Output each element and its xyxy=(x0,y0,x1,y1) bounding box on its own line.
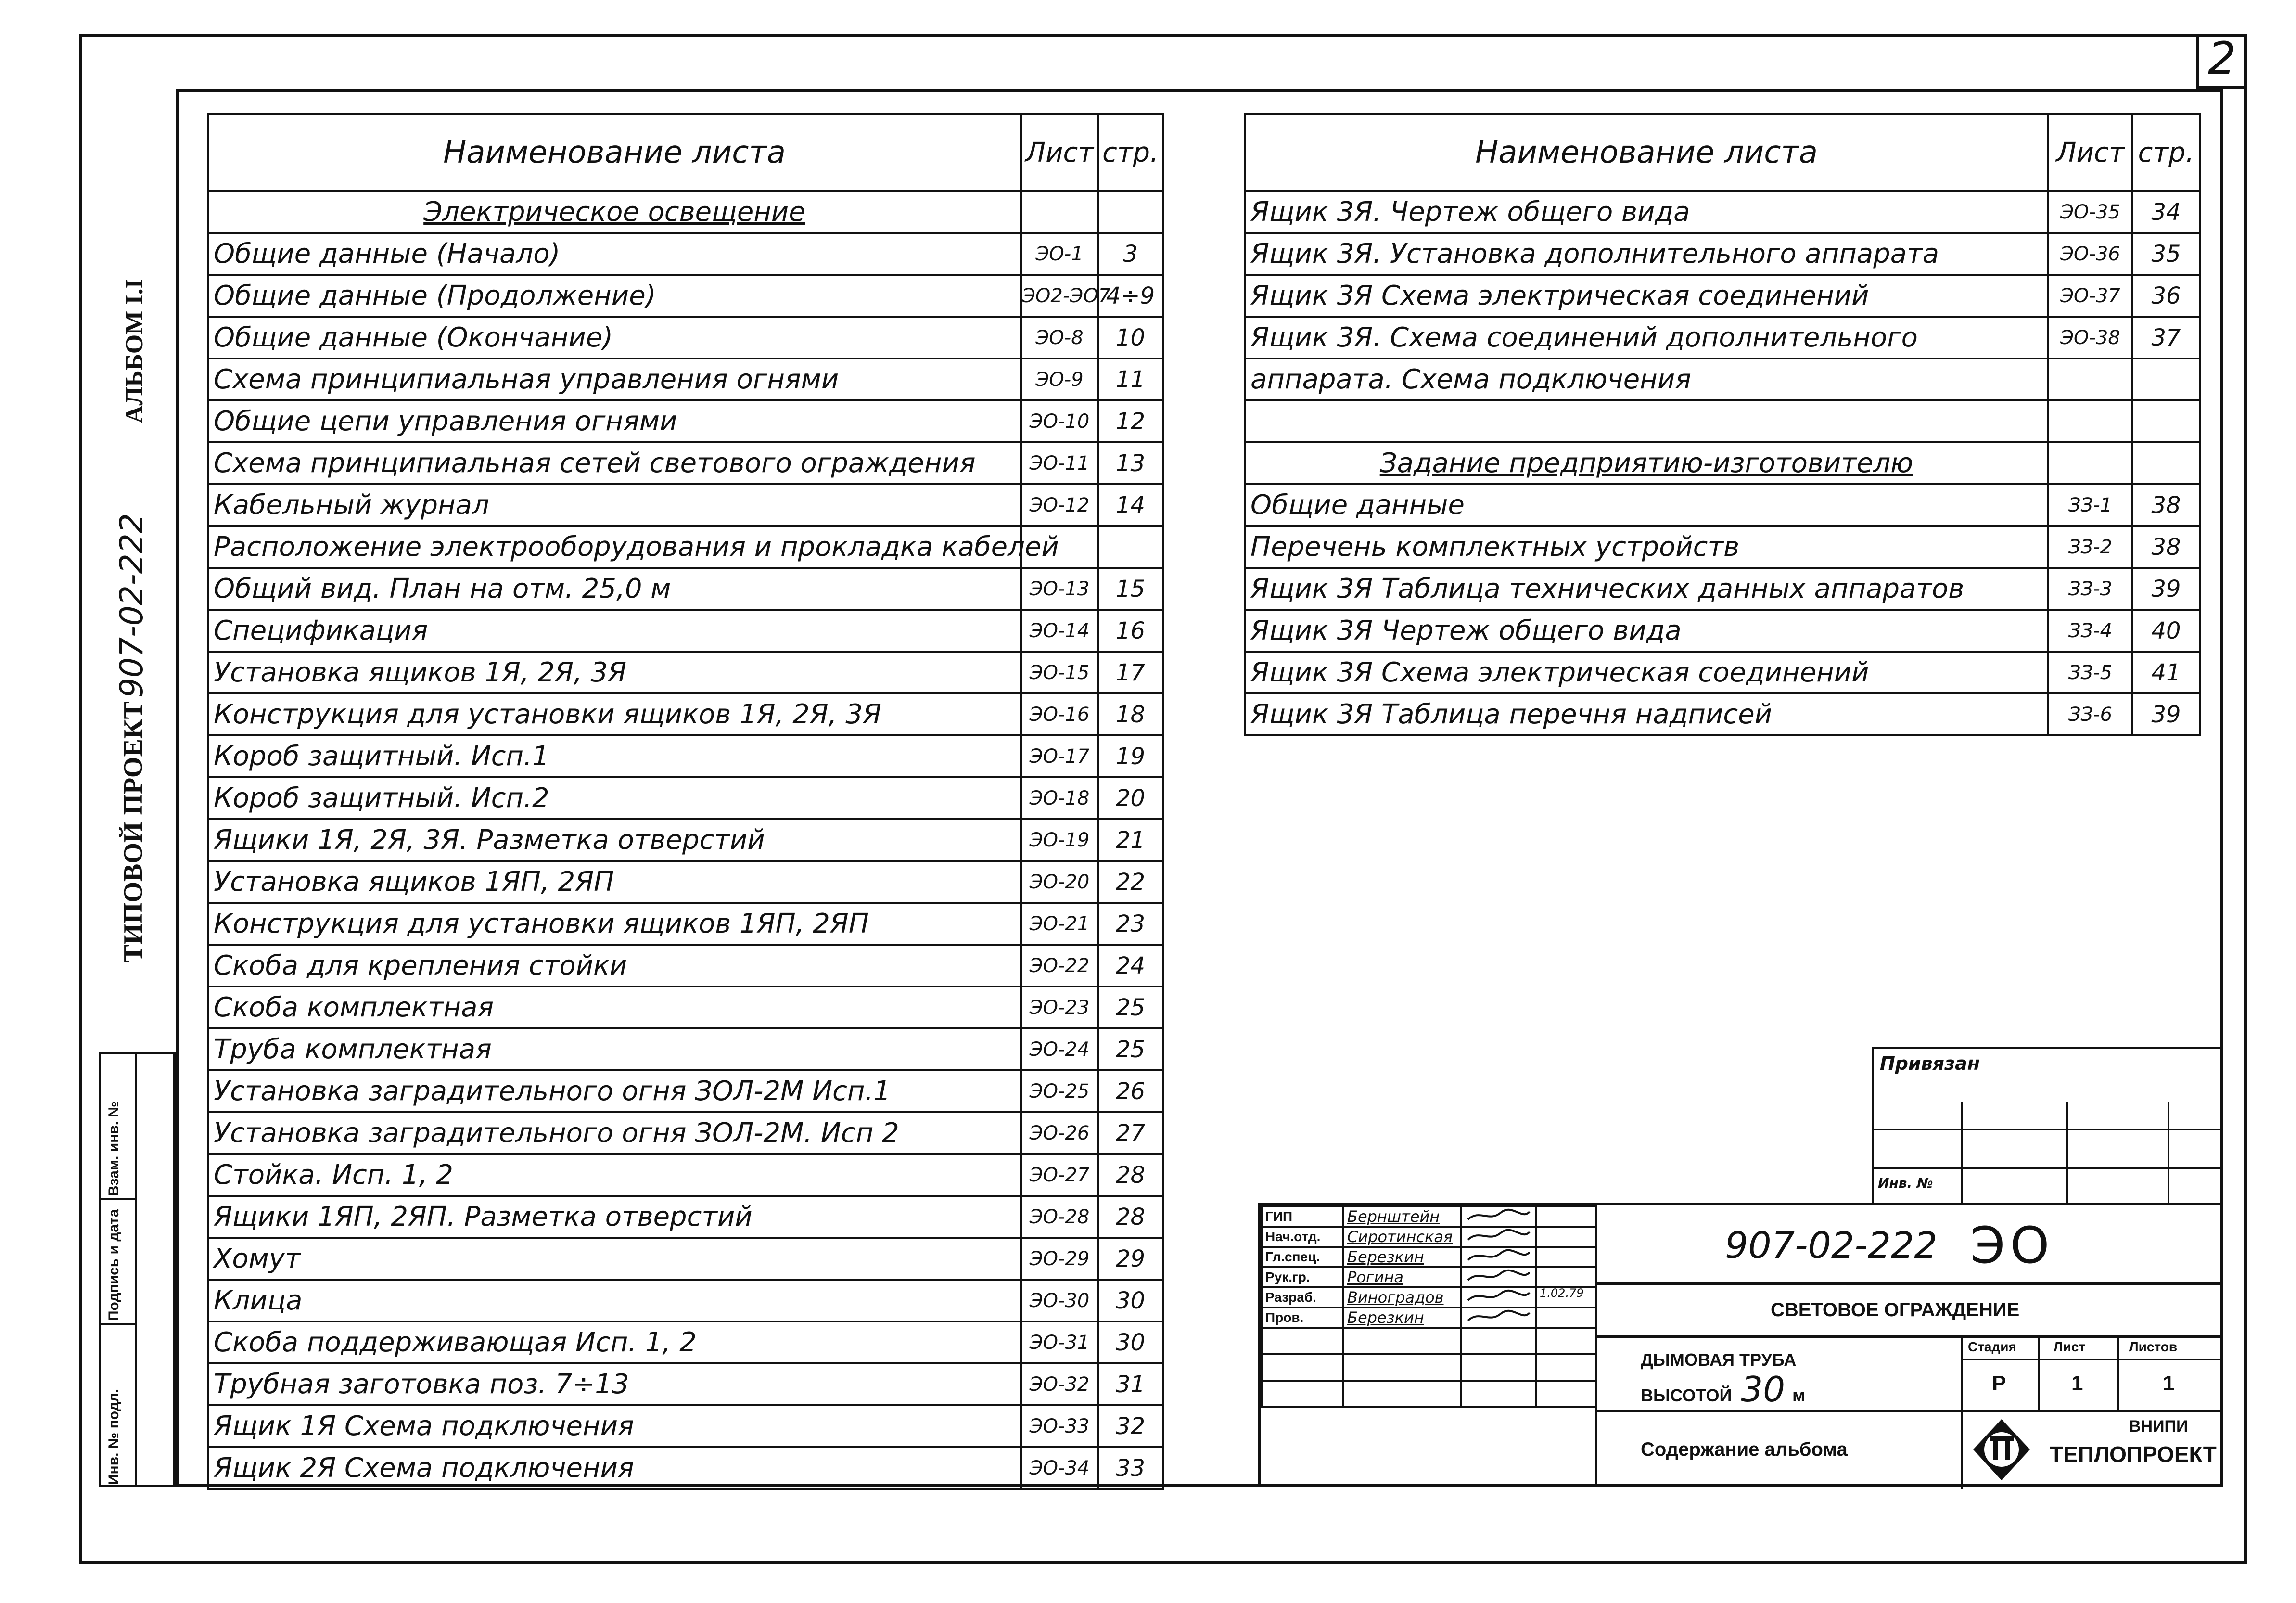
page-number: 28 xyxy=(1098,1196,1163,1238)
left-table-header xyxy=(208,114,1163,191)
sheet-code: ЭО-21 xyxy=(1021,903,1098,945)
table-row xyxy=(208,359,1163,400)
table-row xyxy=(1245,317,2200,359)
sheet-name: аппарата. Схема подключения xyxy=(1245,359,2048,400)
sheet-code: ЗЗ-3 xyxy=(2048,568,2132,610)
table-row xyxy=(208,317,1163,359)
object-height: 30 xyxy=(1741,1369,1786,1410)
page-number: 32 xyxy=(1098,1405,1163,1447)
signature-mark xyxy=(1461,1381,1536,1407)
page-number: 25 xyxy=(1098,1028,1163,1070)
signature-row-empty xyxy=(1262,1381,1596,1407)
sheet-code: ЭО-15 xyxy=(1021,652,1098,693)
signature-row xyxy=(1262,1308,1596,1328)
signature-mark xyxy=(1461,1247,1536,1267)
sheet-code: ЭО-35 xyxy=(2048,191,2132,233)
sheet-code: ЭО-32 xyxy=(1021,1363,1098,1405)
sheet-name: Спецификация xyxy=(208,610,1021,652)
header-page: стр. xyxy=(1098,114,1163,191)
signature-date xyxy=(1536,1267,1596,1287)
signature-table xyxy=(1261,1205,1597,1408)
page-number: 39 xyxy=(2132,693,2200,735)
project-prefix-label: ТИПОВОЙ ПРОЕКТ xyxy=(118,701,148,962)
sheet-name: Общие данные (Начало) xyxy=(208,233,1021,275)
sheet-name: Установка ящиков 1Я, 2Я, 3Я xyxy=(208,652,1021,693)
sheet-name: Задание предприятию-изготовителю xyxy=(1245,442,2048,484)
page-number xyxy=(2132,400,2200,442)
object-height-prefix: ВЫСОТОЙ xyxy=(1641,1385,1732,1405)
sheet-code: ЗЗ-6 xyxy=(2048,693,2132,735)
signature-row-empty xyxy=(1262,1354,1596,1381)
sheet-name: Стойка. Исп. 1, 2 xyxy=(208,1154,1021,1196)
signature-mark xyxy=(1461,1328,1536,1354)
table-row xyxy=(1245,400,2200,442)
table-row xyxy=(208,903,1163,945)
page-number: 33 xyxy=(1098,1447,1163,1489)
signature-row-empty xyxy=(1262,1328,1596,1354)
sheet-code xyxy=(2048,442,2132,484)
sheet-name: Ящики 1Я, 2Я, 3Я. Разметка отверстий xyxy=(208,819,1021,861)
sheet-code: ЭО-27 xyxy=(1021,1154,1098,1196)
page-number: 14 xyxy=(1098,484,1163,526)
table-row xyxy=(1245,652,2200,693)
right-table-header xyxy=(1245,114,2200,191)
sheet-name: Скоба для крепления стойки xyxy=(208,945,1021,987)
table-row xyxy=(208,1405,1163,1447)
sheet-code xyxy=(1021,191,1098,233)
page-number: 16 xyxy=(1098,610,1163,652)
signature-role xyxy=(1262,1354,1343,1381)
table-row xyxy=(1245,359,2200,400)
sheet-name: Общий вид. План на отм. 25,0 м xyxy=(208,568,1021,610)
header-name: Наименование листа xyxy=(208,114,1021,191)
table-row xyxy=(208,945,1163,987)
page-number: 25 xyxy=(1098,987,1163,1028)
table-row xyxy=(208,233,1163,275)
signature-name xyxy=(1343,1381,1461,1407)
sheet-code: ЭО-13 xyxy=(1021,568,1098,610)
header-sheet: Лист xyxy=(1021,114,1098,191)
table-row xyxy=(1245,693,2200,735)
sheet-name: Короб защитный. Исп.1 xyxy=(208,735,1021,777)
table-row xyxy=(208,1321,1163,1363)
signature-name: Сиротинская xyxy=(1343,1227,1461,1247)
signature-date xyxy=(1536,1381,1596,1407)
signature-name: Березкин xyxy=(1343,1247,1461,1267)
signature-name xyxy=(1343,1354,1461,1381)
page-number: 2 xyxy=(2208,33,2236,84)
signature-name: Виноградов xyxy=(1343,1287,1461,1308)
page-number: 10 xyxy=(1098,317,1163,359)
sheet-code: ЭО2-ЭО7 xyxy=(1021,275,1098,317)
page-number: 22 xyxy=(1098,861,1163,903)
header-page: стр. xyxy=(2132,114,2200,191)
header-name: Наименование листа xyxy=(1245,114,2048,191)
table-row xyxy=(208,861,1163,903)
signature-row xyxy=(1262,1227,1596,1247)
page-number: 35 xyxy=(2132,233,2200,275)
signature-role: ГИП xyxy=(1262,1206,1343,1227)
sheet-code: ЭО-28 xyxy=(1021,1196,1098,1238)
sheet-name: Общие цепи управления огнями xyxy=(208,400,1021,442)
signature-date xyxy=(1536,1354,1596,1381)
sheet-name: Схема принципиальная сетей светового ограждения xyxy=(208,442,1021,484)
table-row xyxy=(1245,526,2200,568)
table-row xyxy=(208,1070,1163,1112)
table-row xyxy=(208,1154,1163,1196)
signature-date xyxy=(1536,1247,1596,1267)
sheet-code: ЭО-18 xyxy=(1021,777,1098,819)
approval-replaced-inv: Взам. инв. № xyxy=(106,1101,122,1196)
sheet-code: ЭО-30 xyxy=(1021,1280,1098,1321)
sheet-value: 1 xyxy=(2071,1372,2083,1395)
sheet-code: ЗЗ-5 xyxy=(2048,652,2132,693)
page-number: 3 xyxy=(1098,233,1163,275)
org-name-top: ВНИПИ xyxy=(2129,1417,2188,1436)
sheet-name: Ящик 3Я Таблица технических данных аппаратов xyxy=(1245,568,2048,610)
sheet-name xyxy=(1245,400,2048,442)
page-number-box xyxy=(2196,34,2247,89)
signature-role xyxy=(1262,1328,1343,1354)
signature-name: Рогина xyxy=(1343,1267,1461,1287)
table-row xyxy=(208,568,1163,610)
signature-role: Нач.отд. xyxy=(1262,1227,1343,1247)
page-number: 20 xyxy=(1098,777,1163,819)
signature-date xyxy=(1536,1206,1596,1227)
page-number: 13 xyxy=(1098,442,1163,484)
approval-inv-original: Инв. № подл. xyxy=(106,1388,122,1485)
album-label: АЛЬБОМ I.I xyxy=(121,279,148,423)
sheet-code: ЭО-9 xyxy=(1021,359,1098,400)
doc-code-area xyxy=(1597,1205,2223,1282)
signature-mark xyxy=(1461,1206,1536,1227)
sheet-name: Ящик 3Я. Установка дополнительного аппарата xyxy=(1245,233,2048,275)
signature-name xyxy=(1343,1328,1461,1354)
sheet-code: ЭО-26 xyxy=(1021,1112,1098,1154)
page-number: 27 xyxy=(1098,1112,1163,1154)
sheet-name: Ящик 3Я Чертеж общего вида xyxy=(1245,610,2048,652)
sheet-name: Ящик 1Я Схема подключения xyxy=(208,1405,1021,1447)
sheet-name: Ящик 3Я Таблица перечня надписей xyxy=(1245,693,2048,735)
doc-mark: ЭО xyxy=(1970,1216,2054,1275)
page-number: 39 xyxy=(2132,568,2200,610)
table-row xyxy=(208,1028,1163,1070)
signature-mark xyxy=(1461,1227,1536,1247)
table-row xyxy=(208,442,1163,484)
sheet-name: Расположение электрооборудования и прокладка кабелей xyxy=(208,526,1021,568)
table-row xyxy=(208,275,1163,317)
signature-role: Пров. xyxy=(1262,1308,1343,1328)
object-unit: м xyxy=(1792,1385,1805,1405)
page-number: 21 xyxy=(1098,819,1163,861)
page-number: 19 xyxy=(1098,735,1163,777)
sheet-name: Клица xyxy=(208,1280,1021,1321)
org-logo-icon xyxy=(1970,1417,2033,1482)
object-line-1: ДЫМОВАЯ ТРУБА xyxy=(1641,1350,1797,1370)
signature-row xyxy=(1262,1267,1596,1287)
signature-row xyxy=(1262,1247,1596,1267)
table-row xyxy=(208,526,1163,568)
signature-date xyxy=(1536,1308,1596,1328)
signature-mark xyxy=(1461,1308,1536,1328)
sheet-code: ЭО-29 xyxy=(1021,1238,1098,1280)
doc-title: Содержание альбома xyxy=(1641,1439,1848,1460)
sheet-name: Схема принципиальная управления огнями xyxy=(208,359,1021,400)
signature-role xyxy=(1262,1381,1343,1407)
page-number: 4÷9 xyxy=(1098,275,1163,317)
signature-date xyxy=(1536,1227,1596,1247)
sheet-name: Установка заградительного огня ЗОЛ-2М Исп.1 xyxy=(208,1070,1021,1112)
sheet-name: Общие данные (Продолжение) xyxy=(208,275,1021,317)
table-row xyxy=(208,987,1163,1028)
sheet-label: Лист xyxy=(2054,1339,2086,1354)
sheet-code: ЭО-31 xyxy=(1021,1321,1098,1363)
page-number: 38 xyxy=(2132,526,2200,568)
table-row xyxy=(208,693,1163,735)
table-row xyxy=(208,1280,1163,1321)
signature-row xyxy=(1262,1206,1596,1227)
sheet-name: Кабельный журнал xyxy=(208,484,1021,526)
sheet-code: ЭО-36 xyxy=(2048,233,2132,275)
table-row xyxy=(208,1196,1163,1238)
page-number: 30 xyxy=(1098,1280,1163,1321)
project-code-label: 907-02-222 xyxy=(113,513,150,698)
sheet-name: Ящик 3Я Схема электрическая соединений xyxy=(1245,652,2048,693)
sheet-code: ЭО-22 xyxy=(1021,945,1098,987)
table-row xyxy=(208,484,1163,526)
signature-date xyxy=(1536,1328,1596,1354)
sheet-name: Скоба комплектная xyxy=(208,987,1021,1028)
sheet-code: ЭО-1 xyxy=(1021,233,1098,275)
sheet-name: Ящики 1ЯП, 2ЯП. Разметка отверстий xyxy=(208,1196,1021,1238)
title-block xyxy=(1258,1203,2223,1487)
signature-role: Гл.спец. xyxy=(1262,1247,1343,1267)
right-contents-table xyxy=(1244,113,2201,736)
page-number: 38 xyxy=(2132,484,2200,526)
sheet-code: ЭО-16 xyxy=(1021,693,1098,735)
page-number: 11 xyxy=(1098,359,1163,400)
sheet-name: Короб защитный. Исп.2 xyxy=(208,777,1021,819)
sheet-name: Перечень комплектных устройств xyxy=(1245,526,2048,568)
table-row xyxy=(1245,610,2200,652)
sheet-name: Ящик 3Я Схема электрическая соединений xyxy=(1245,275,2048,317)
sheet-code: ЭО-33 xyxy=(1021,1405,1098,1447)
stage-label: Стадия xyxy=(1968,1339,2016,1354)
signature-role: Разраб. xyxy=(1262,1287,1343,1308)
table-row xyxy=(208,400,1163,442)
signature-name: Березкин xyxy=(1343,1308,1461,1328)
sheet-code: ЭО-20 xyxy=(1021,861,1098,903)
sheet-code xyxy=(2048,400,2132,442)
page-number xyxy=(1098,191,1163,233)
sheet-name: Конструкция для установки ящиков 1ЯП, 2ЯП xyxy=(208,903,1021,945)
doc-code: 907-02-222 xyxy=(1725,1224,1938,1267)
sheet-code: ЭО-8 xyxy=(1021,317,1098,359)
sheet-code: ЭО-38 xyxy=(2048,317,2132,359)
page-number: 17 xyxy=(1098,652,1163,693)
sheet-code: ЭО-12 xyxy=(1021,484,1098,526)
signature-mark xyxy=(1461,1287,1536,1308)
table-row xyxy=(208,191,1163,233)
left-contents-table xyxy=(207,113,1164,1490)
table-row xyxy=(1245,568,2200,610)
page-number xyxy=(2132,359,2200,400)
org-name-bottom: ТЕПЛОПРОЕКТ xyxy=(2050,1442,2217,1467)
signature-name: Бернштейн xyxy=(1343,1206,1461,1227)
sheet-code: ЗЗ-4 xyxy=(2048,610,2132,652)
page-number: 36 xyxy=(2132,275,2200,317)
table-row xyxy=(208,1238,1163,1280)
table-row xyxy=(208,1112,1163,1154)
sheet-name: Электрическое освещение xyxy=(208,191,1021,233)
sheets-label: Листов xyxy=(2129,1339,2178,1354)
approval-signature-date: Подпись и дата xyxy=(106,1209,122,1321)
signature-mark xyxy=(1461,1354,1536,1381)
page-number: 18 xyxy=(1098,693,1163,735)
object-line-2 xyxy=(1641,1369,1805,1410)
page-number: 26 xyxy=(1098,1070,1163,1112)
sheet-code: ЭО-19 xyxy=(1021,819,1098,861)
page-number: 29 xyxy=(1098,1238,1163,1280)
table-row xyxy=(1245,484,2200,526)
sign-date: 1.02.79 xyxy=(1540,1286,1584,1300)
sheets-value: 1 xyxy=(2163,1372,2175,1395)
sheet-name: Установка заградительного огня ЗОЛ-2М. Исп 2 xyxy=(208,1112,1021,1154)
sheet-name: Хомут xyxy=(208,1238,1021,1280)
page-number: 28 xyxy=(1098,1154,1163,1196)
table-row xyxy=(1245,275,2200,317)
table-row xyxy=(208,735,1163,777)
sheet-code: ЭО-17 xyxy=(1021,735,1098,777)
sheet-name: Скоба поддерживающая Исп. 1, 2 xyxy=(208,1321,1021,1363)
page-number: 23 xyxy=(1098,903,1163,945)
sheet-name: Ящик 2Я Схема подключения xyxy=(208,1447,1021,1489)
sheet-name: Ящик 3Я. Схема соединений дополнительного xyxy=(1245,317,2048,359)
sheet-name: Общие данные xyxy=(1245,484,2048,526)
approval-strip xyxy=(99,1052,176,1487)
sheet-code: ЗЗ-1 xyxy=(2048,484,2132,526)
table-row xyxy=(208,819,1163,861)
sheet-code xyxy=(2048,359,2132,400)
sheet-code: ЭО-10 xyxy=(1021,400,1098,442)
stage-value: Р xyxy=(1992,1372,2006,1395)
system-name: СВЕТОВОЕ ОГРАЖДЕНИЕ xyxy=(1771,1299,2020,1321)
table-row xyxy=(1245,191,2200,233)
sheet-code: ЭО-23 xyxy=(1021,987,1098,1028)
binding-inv-label: Инв. № xyxy=(1878,1175,1933,1191)
sheet-code: ЭО-25 xyxy=(1021,1070,1098,1112)
table-row xyxy=(208,1363,1163,1405)
table-row xyxy=(208,777,1163,819)
table-row xyxy=(1245,233,2200,275)
sheet-name: Трубная заготовка поз. 7÷13 xyxy=(208,1363,1021,1405)
page-number: 31 xyxy=(1098,1363,1163,1405)
table-row xyxy=(208,610,1163,652)
sheet-name: Конструкция для установки ящиков 1Я, 2Я, 3Я xyxy=(208,693,1021,735)
sheet-name: Труба комплектная xyxy=(208,1028,1021,1070)
sheet-code: ЭО-34 xyxy=(1021,1447,1098,1489)
header-sheet: Лист xyxy=(2048,114,2132,191)
page-number: 37 xyxy=(2132,317,2200,359)
binding-title: Привязан xyxy=(1880,1053,1980,1074)
sheet-name: Общие данные (Окончание) xyxy=(208,317,1021,359)
page-number xyxy=(2132,442,2200,484)
sheet-name: Установка ящиков 1ЯП, 2ЯП xyxy=(208,861,1021,903)
sheet-code: ЗЗ-2 xyxy=(2048,526,2132,568)
signature-role: Рук.гр. xyxy=(1262,1267,1343,1287)
page-number xyxy=(1098,526,1163,568)
table-row xyxy=(208,1447,1163,1489)
sheet-code: ЭО-11 xyxy=(1021,442,1098,484)
page-number: 40 xyxy=(2132,610,2200,652)
page-number: 15 xyxy=(1098,568,1163,610)
signature-mark xyxy=(1461,1267,1536,1287)
page-number: 30 xyxy=(1098,1321,1163,1363)
sheet-code: ЭО-14 xyxy=(1021,610,1098,652)
page-number: 41 xyxy=(2132,652,2200,693)
table-row xyxy=(1245,442,2200,484)
binding-box xyxy=(1872,1047,2223,1203)
sheet-code: ЭО-37 xyxy=(2048,275,2132,317)
page-number: 34 xyxy=(2132,191,2200,233)
sheet-code: ЭО-24 xyxy=(1021,1028,1098,1070)
page-number: 12 xyxy=(1098,400,1163,442)
page-number: 24 xyxy=(1098,945,1163,987)
table-row xyxy=(208,652,1163,693)
sheet-name: Ящик 3Я. Чертеж общего вида xyxy=(1245,191,2048,233)
